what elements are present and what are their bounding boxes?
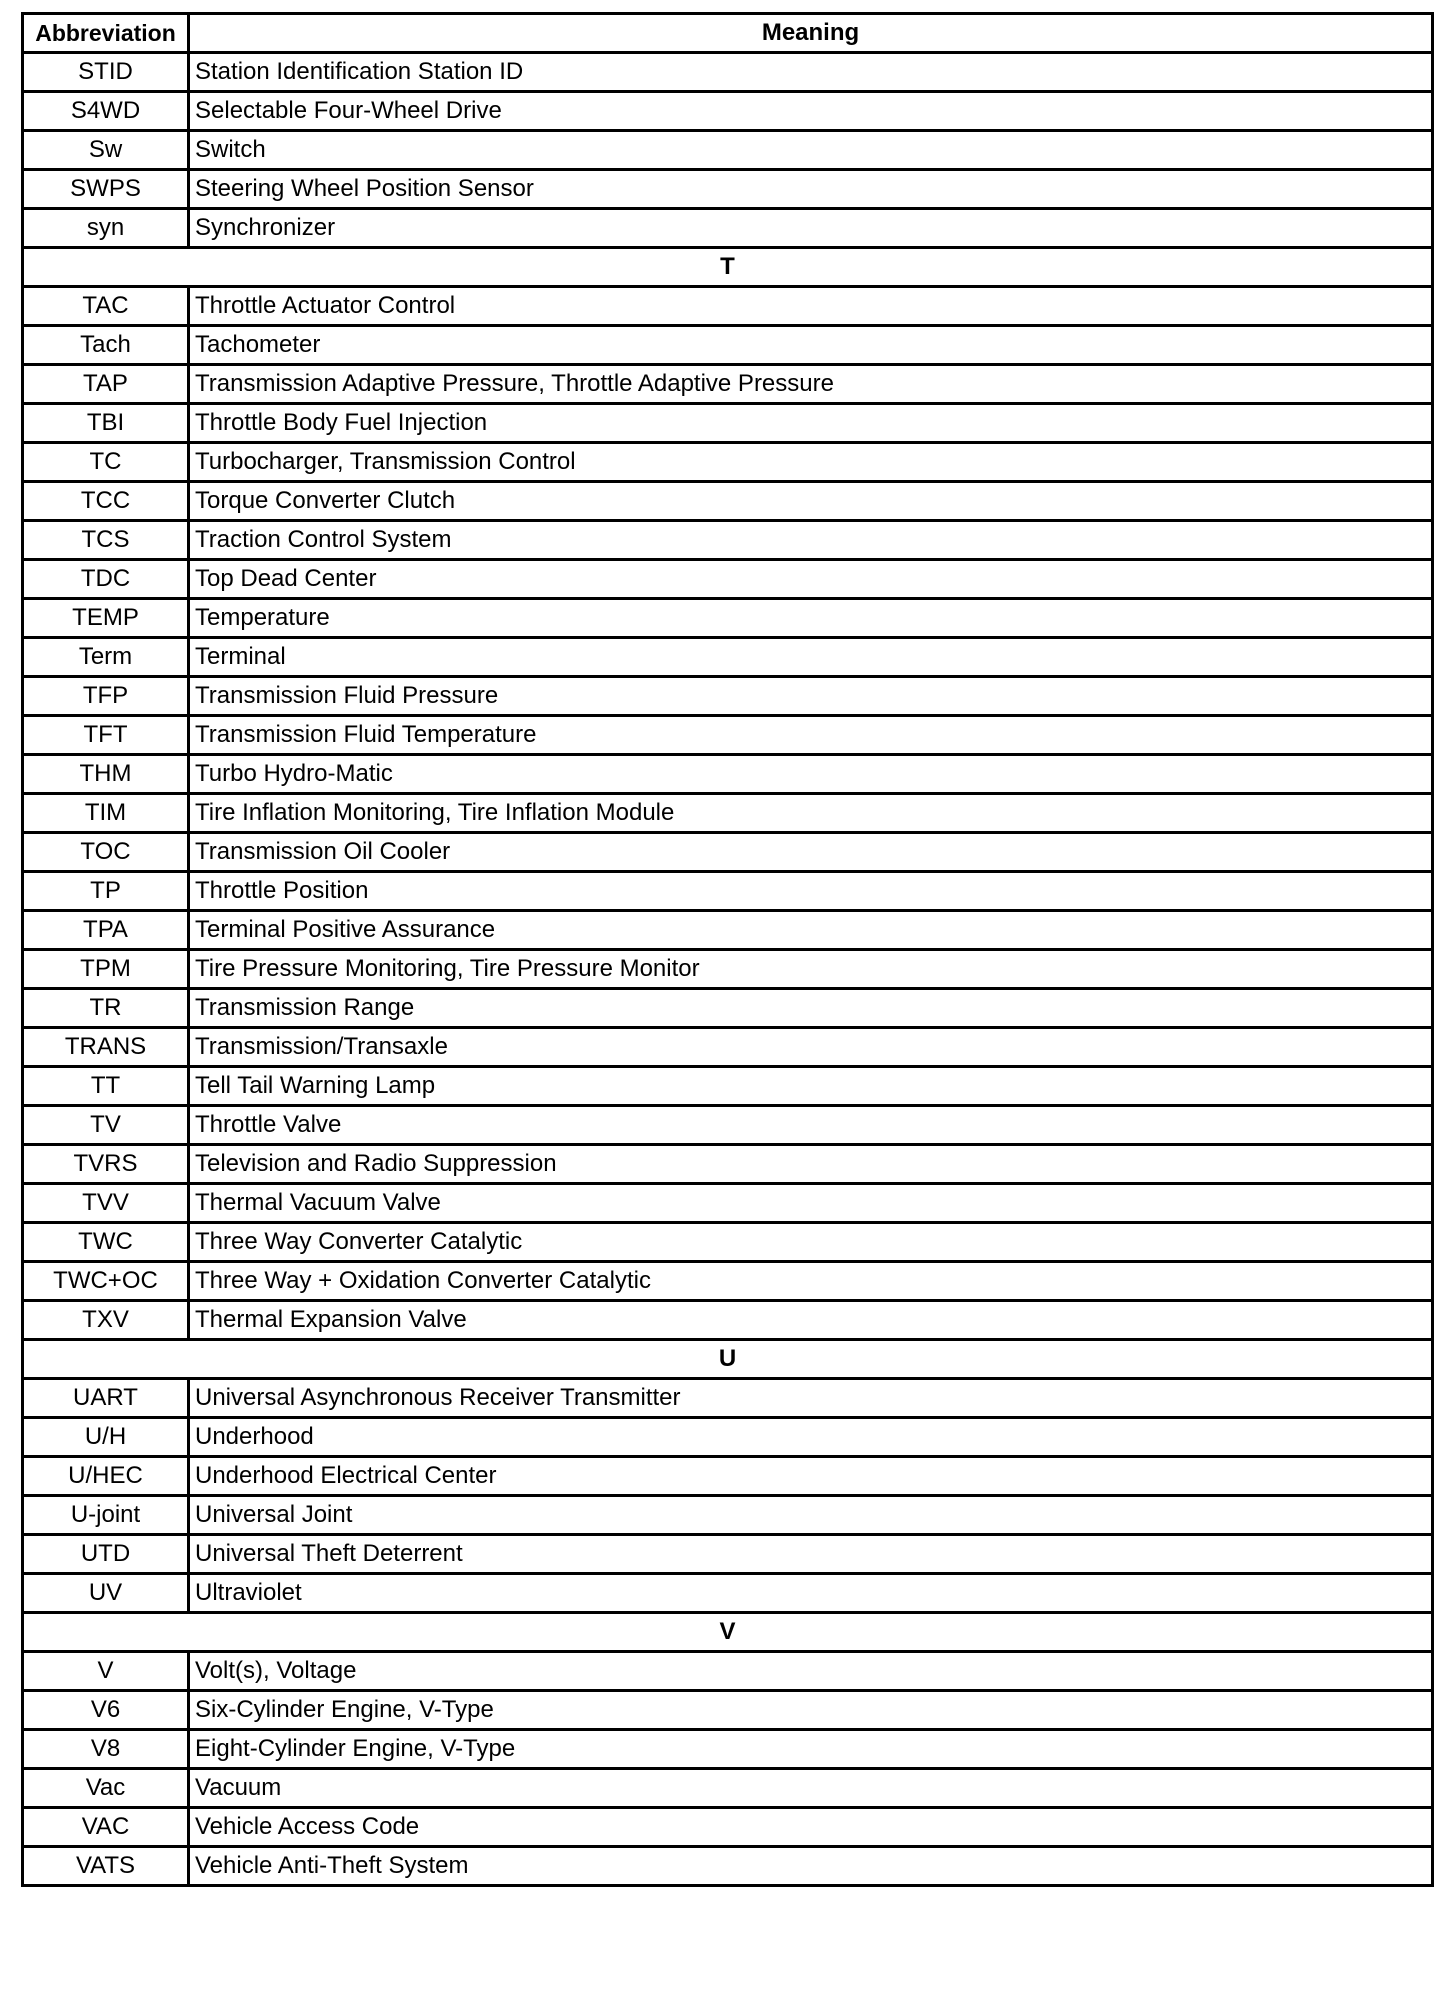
table-row	[23, 716, 1433, 755]
table-row	[23, 794, 1433, 833]
abbreviation-cell: SWPS	[23, 170, 189, 209]
abbreviation-cell: TRANS	[23, 1028, 189, 1067]
abbreviation-cell: Vac	[23, 1769, 189, 1808]
meaning-cell: Terminal Positive Assurance	[189, 911, 1433, 950]
abbreviation-cell: TOC	[23, 833, 189, 872]
meaning-cell: Selectable Four-Wheel Drive	[189, 92, 1433, 131]
meaning-cell: Transmission Range	[189, 989, 1433, 1028]
abbreviation-cell: U-joint	[23, 1496, 189, 1535]
section-header-row	[23, 248, 1433, 287]
meaning-cell: Transmission Oil Cooler	[189, 833, 1433, 872]
abbreviation-cell: TVV	[23, 1184, 189, 1223]
abbreviation-cell: THM	[23, 755, 189, 794]
header-row	[23, 14, 1433, 53]
meaning-cell: Six-Cylinder Engine, V-Type	[189, 1691, 1433, 1730]
abbreviation-cell: UART	[23, 1379, 189, 1418]
meaning-cell: Eight-Cylinder Engine, V-Type	[189, 1730, 1433, 1769]
meaning-cell: Throttle Body Fuel Injection	[189, 404, 1433, 443]
table-row	[23, 1223, 1433, 1262]
table-row	[23, 1808, 1433, 1847]
table-row	[23, 209, 1433, 248]
meaning-cell: Turbocharger, Transmission Control	[189, 443, 1433, 482]
abbreviation-cell: UTD	[23, 1535, 189, 1574]
meaning-cell: Transmission Fluid Pressure	[189, 677, 1433, 716]
table-row	[23, 443, 1433, 482]
meaning-cell: Throttle Position	[189, 872, 1433, 911]
abbreviation-cell: TAP	[23, 365, 189, 404]
table-row	[23, 989, 1433, 1028]
table-row	[23, 1847, 1433, 1886]
table-header	[23, 14, 1433, 53]
table-row	[23, 872, 1433, 911]
table-row	[23, 404, 1433, 443]
table-row	[23, 1028, 1433, 1067]
table-row	[23, 833, 1433, 872]
meaning-cell: Tachometer	[189, 326, 1433, 365]
meaning-cell: Transmission Adaptive Pressure, Throttle Adaptive Pressure	[189, 365, 1433, 404]
meaning-cell: Universal Joint	[189, 1496, 1433, 1535]
table-row	[23, 170, 1433, 209]
abbreviation-cell: TWC	[23, 1223, 189, 1262]
abbreviation-cell: TBI	[23, 404, 189, 443]
abbreviation-cell: TP	[23, 872, 189, 911]
meaning-cell: Terminal	[189, 638, 1433, 677]
table-row	[23, 1535, 1433, 1574]
table-row	[23, 1106, 1433, 1145]
abbreviation-cell: TFP	[23, 677, 189, 716]
abbreviation-cell: U/H	[23, 1418, 189, 1457]
section-letter: U	[23, 1340, 1433, 1379]
table-row	[23, 560, 1433, 599]
abbreviation-cell: TIM	[23, 794, 189, 833]
table-row	[23, 1730, 1433, 1769]
meaning-column-header: Meaning	[189, 14, 1433, 53]
table-row	[23, 1496, 1433, 1535]
abbreviation-cell: TCC	[23, 482, 189, 521]
table-row	[23, 950, 1433, 989]
abbreviation-cell: TVRS	[23, 1145, 189, 1184]
table-row	[23, 53, 1433, 92]
meaning-cell: Traction Control System	[189, 521, 1433, 560]
section-letter: V	[23, 1613, 1433, 1652]
table-row	[23, 1418, 1433, 1457]
abbreviation-cell: S4WD	[23, 92, 189, 131]
abbreviation-cell: TDC	[23, 560, 189, 599]
meaning-cell: Thermal Vacuum Valve	[189, 1184, 1433, 1223]
meaning-cell: Station Identification Station ID	[189, 53, 1433, 92]
table-row	[23, 677, 1433, 716]
abbreviation-cell: STID	[23, 53, 189, 92]
meaning-cell: Steering Wheel Position Sensor	[189, 170, 1433, 209]
abbreviation-cell: TV	[23, 1106, 189, 1145]
meaning-cell: Vacuum	[189, 1769, 1433, 1808]
meaning-cell: Tire Inflation Monitoring, Tire Inflation Module	[189, 794, 1433, 833]
abbreviation-cell: TC	[23, 443, 189, 482]
abbreviation-cell: V6	[23, 1691, 189, 1730]
meaning-cell: Ultraviolet	[189, 1574, 1433, 1613]
abbreviation-cell: TAC	[23, 287, 189, 326]
abbreviation-cell: TXV	[23, 1301, 189, 1340]
meaning-cell: Transmission/Transaxle	[189, 1028, 1433, 1067]
abbreviation-cell: Term	[23, 638, 189, 677]
meaning-cell: Thermal Expansion Valve	[189, 1301, 1433, 1340]
abbreviation-cell: TEMP	[23, 599, 189, 638]
table-row	[23, 1769, 1433, 1808]
abbreviation-table	[21, 12, 1434, 1887]
meaning-cell: Three Way Converter Catalytic	[189, 1223, 1433, 1262]
table-row	[23, 1301, 1433, 1340]
abbreviation-cell: VATS	[23, 1847, 189, 1886]
meaning-cell: Throttle Actuator Control	[189, 287, 1433, 326]
table-row	[23, 1184, 1433, 1223]
abbreviation-cell: Tach	[23, 326, 189, 365]
abbreviation-cell: V	[23, 1652, 189, 1691]
meaning-cell: Switch	[189, 131, 1433, 170]
abbreviation-cell: Sw	[23, 131, 189, 170]
meaning-cell: Three Way + Oxidation Converter Catalytic	[189, 1262, 1433, 1301]
table-row	[23, 599, 1433, 638]
meaning-cell: Underhood	[189, 1418, 1433, 1457]
abbreviation-cell: U/HEC	[23, 1457, 189, 1496]
meaning-cell: Television and Radio Suppression	[189, 1145, 1433, 1184]
abbreviation-column-header: Abbreviation	[23, 14, 189, 53]
meaning-cell: Temperature	[189, 599, 1433, 638]
abbreviation-cell: TFT	[23, 716, 189, 755]
meaning-cell: Synchronizer	[189, 209, 1433, 248]
table-row	[23, 365, 1433, 404]
table-row	[23, 131, 1433, 170]
table-row	[23, 1457, 1433, 1496]
table-row	[23, 521, 1433, 560]
section-letter: T	[23, 248, 1433, 287]
section-header-row	[23, 1613, 1433, 1652]
table-row	[23, 287, 1433, 326]
abbreviation-cell: UV	[23, 1574, 189, 1613]
section-header-row	[23, 1340, 1433, 1379]
abbreviation-cell: TPM	[23, 950, 189, 989]
table-row	[23, 1262, 1433, 1301]
table-row	[23, 1145, 1433, 1184]
meaning-cell: Turbo Hydro-Matic	[189, 755, 1433, 794]
abbreviation-cell: TR	[23, 989, 189, 1028]
meaning-cell: Tire Pressure Monitoring, Tire Pressure Monitor	[189, 950, 1433, 989]
table-row	[23, 326, 1433, 365]
meaning-cell: Top Dead Center	[189, 560, 1433, 599]
meaning-cell: Volt(s), Voltage	[189, 1652, 1433, 1691]
abbreviation-cell: VAC	[23, 1808, 189, 1847]
table-row	[23, 92, 1433, 131]
table-row	[23, 911, 1433, 950]
abbreviation-cell: TWC+OC	[23, 1262, 189, 1301]
meaning-cell: Tell Tail Warning Lamp	[189, 1067, 1433, 1106]
meaning-cell: Throttle Valve	[189, 1106, 1433, 1145]
abbreviation-cell: TPA	[23, 911, 189, 950]
meaning-cell: Underhood Electrical Center	[189, 1457, 1433, 1496]
table-row	[23, 755, 1433, 794]
meaning-cell: Vehicle Access Code	[189, 1808, 1433, 1847]
table-row	[23, 1067, 1433, 1106]
meaning-cell: Vehicle Anti-Theft System	[189, 1847, 1433, 1886]
meaning-cell: Torque Converter Clutch	[189, 482, 1433, 521]
table-row	[23, 1652, 1433, 1691]
abbreviation-cell: TCS	[23, 521, 189, 560]
abbreviation-cell: V8	[23, 1730, 189, 1769]
table-row	[23, 1691, 1433, 1730]
meaning-cell: Universal Theft Deterrent	[189, 1535, 1433, 1574]
table-body	[23, 53, 1433, 1886]
abbreviation-cell: syn	[23, 209, 189, 248]
table-row	[23, 638, 1433, 677]
table-row	[23, 1574, 1433, 1613]
table-row	[23, 1379, 1433, 1418]
table-row	[23, 482, 1433, 521]
meaning-cell: Transmission Fluid Temperature	[189, 716, 1433, 755]
abbreviation-cell: TT	[23, 1067, 189, 1106]
meaning-cell: Universal Asynchronous Receiver Transmitter	[189, 1379, 1433, 1418]
